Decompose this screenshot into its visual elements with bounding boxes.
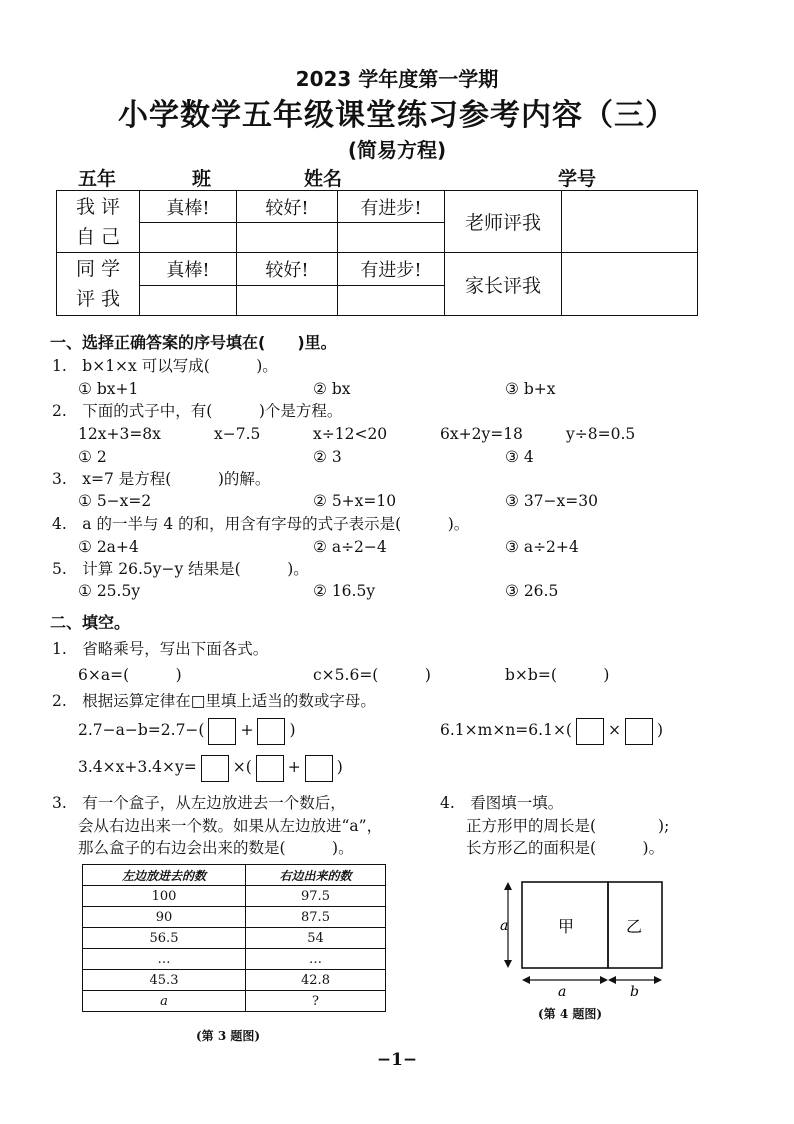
s1-q2-opt2[interactable]: ② 3 <box>313 448 342 466</box>
self-eval-label: 我 评 自 己 <box>57 191 140 253</box>
table-row <box>83 949 386 970</box>
cell-in: a <box>83 991 246 1012</box>
peer-great-cell[interactable] <box>140 286 237 316</box>
peer-opt-progress: 有进步! <box>338 253 445 286</box>
cell-out: ? <box>246 991 386 1012</box>
table-row <box>83 886 386 907</box>
s1-q2-expr5: y÷8=0.5 <box>566 425 636 443</box>
class-field <box>78 164 211 191</box>
plus-sign: + <box>287 758 301 776</box>
q3-header-right: 右边出来的数 <box>246 865 386 886</box>
s1-q3-opt2[interactable]: ② 5+x=10 <box>313 492 397 510</box>
s1-q1-opt3[interactable]: ③ b+x <box>505 380 556 398</box>
self-great-cell[interactable] <box>140 223 237 253</box>
s2-q3-line1: 3. 有一个盒子，从左边放进去一个数后， <box>52 794 346 812</box>
s1-q4-opt2[interactable]: ② a÷2−4 <box>313 538 387 556</box>
s1-q3-opt1[interactable]: ① 5−x=2 <box>78 492 152 510</box>
s2-q2-a-text: 2.7−a−b=2.7−( <box>78 721 205 739</box>
arrow-down <box>504 960 512 968</box>
table-row <box>83 991 386 1012</box>
s1-q1: 1. b×1×x 可以写成( )。 <box>52 357 278 375</box>
page-title: 小学数学五年级课堂练习参考内容（三） <box>118 98 676 133</box>
arrow-up <box>504 882 512 890</box>
s1-q1-opt2[interactable]: ② bx <box>313 380 351 398</box>
s1-q4: 4. a 的一半与 4 的和，用含有字母的式子表示是( )。 <box>52 515 470 533</box>
s1-q4-opt3[interactable]: ③ a÷2+4 <box>505 538 579 556</box>
s1-q2-opt1[interactable]: ① 2 <box>78 448 107 466</box>
section2-title: 二、填空。 <box>50 613 131 632</box>
answer-box[interactable] <box>208 718 236 745</box>
s2-q4-line3: 长方形乙的面积是( )。 <box>466 839 665 857</box>
s1-q2-opt3[interactable]: ③ 4 <box>505 448 534 466</box>
s1-q2-expr3: x÷12<20 <box>313 425 388 443</box>
page-subtitle: (简易方程) <box>347 138 447 162</box>
class-blank[interactable] <box>116 170 192 191</box>
q4-caption: (第 4 题图) <box>538 1007 603 1021</box>
peer-good-cell[interactable] <box>237 286 338 316</box>
answer-box[interactable] <box>305 755 333 782</box>
self-opt-great: 真棒! <box>140 191 237 223</box>
s2-q1-item3[interactable]: b×b=( ) <box>505 666 610 684</box>
arrow-right <box>654 976 662 984</box>
answer-box[interactable] <box>625 718 653 745</box>
times-paren: ×( <box>232 758 252 776</box>
table-row <box>83 907 386 928</box>
arrow-left <box>522 976 530 984</box>
cell-in: 100 <box>83 886 246 907</box>
s2-q2-expr-a <box>78 715 296 745</box>
s2-q3-line2: 会从右边出来一个数。如果从左边放进“a”， <box>78 817 383 835</box>
cell-in: 56.5 <box>83 928 246 949</box>
self-progress-cell[interactable] <box>338 223 445 253</box>
q3-header-left: 左边放进去的数 <box>83 865 246 886</box>
s2-q3-line3: 那么盒子的右边会出来的数是( )。 <box>78 839 354 857</box>
peer-opt-good: 较好! <box>237 253 338 286</box>
arrow-left <box>608 976 616 984</box>
label-a-bottom: a <box>558 984 567 1000</box>
q4-figure <box>496 874 672 1002</box>
peer-opt-great: 真棒! <box>140 253 237 286</box>
times-sign: × <box>607 721 621 739</box>
s2-q2-c-text: 3.4×x+3.4×y= <box>78 758 197 776</box>
cell-out: 87.5 <box>246 907 386 928</box>
id-label: 学号 <box>558 168 597 190</box>
answer-box[interactable] <box>201 755 229 782</box>
s1-q5-opt1[interactable]: ① 25.5y <box>78 582 141 600</box>
label-jia: 甲 <box>558 917 575 936</box>
table-row <box>83 928 386 949</box>
name-field <box>304 164 466 191</box>
cell-out: 42.8 <box>246 970 386 991</box>
id-field <box>558 164 662 191</box>
id-blank[interactable] <box>596 170 662 191</box>
table-row <box>83 970 386 991</box>
s1-q3-opt3[interactable]: ③ 37−x=30 <box>505 492 598 510</box>
section1-title: 一、选择正确答案的序号填在( )里。 <box>50 333 337 352</box>
parent-eval-cell[interactable] <box>562 253 698 316</box>
answer-box[interactable] <box>576 718 604 745</box>
cell-out: … <box>246 949 386 970</box>
s2-q2-b-text: 6.1×m×n=6.1×( <box>440 721 572 739</box>
name-blank[interactable] <box>342 170 466 191</box>
q3-table <box>82 864 386 1012</box>
s2-q1-item2[interactable]: c×5.6=( ) <box>313 666 431 684</box>
label-b-bottom: b <box>630 984 639 1000</box>
s1-q2-expr2: x−7.5 <box>214 425 261 443</box>
close-paren: ) <box>289 721 296 739</box>
close-paren: ) <box>336 758 343 776</box>
close-paren: ) <box>656 721 664 739</box>
s2-q1-item1[interactable]: 6×a=( ) <box>78 666 182 684</box>
s1-q5-opt2[interactable]: ② 16.5y <box>313 582 376 600</box>
peer-progress-cell[interactable] <box>338 286 445 316</box>
s1-q2-expr1: 12x+3=8x <box>78 425 161 443</box>
s1-q1-opt1[interactable]: ① bx+1 <box>78 380 139 398</box>
s1-q2-expr4: 6x+2y=18 <box>440 425 523 443</box>
q3-caption: (第 3 题图) <box>196 1029 261 1043</box>
answer-box[interactable] <box>256 755 284 782</box>
cell-out: 97.5 <box>246 886 386 907</box>
s2-q4-line2: 正方形甲的周长是( ); <box>466 817 670 835</box>
term-heading: 2023 学年度第一学期 <box>295 67 499 91</box>
cell-in: … <box>83 949 246 970</box>
teacher-eval-cell[interactable] <box>562 191 698 253</box>
class-suffix: 班 <box>192 168 212 190</box>
parent-eval-label: 家长评我 <box>445 253 562 316</box>
label-a-side: a <box>500 918 509 934</box>
s2-q2: 2. 根据运算定律在□里填上适当的数或字母。 <box>52 692 376 710</box>
s1-q5: 5. 计算 26.5y−y 结果是( )。 <box>52 560 309 578</box>
evaluation-table <box>56 190 698 316</box>
answer-box[interactable] <box>257 718 285 745</box>
self-opt-progress: 有进步! <box>338 191 445 223</box>
cell-in: 90 <box>83 907 246 928</box>
cell-out: 54 <box>246 928 386 949</box>
peer-eval-label: 同 学 评 我 <box>57 253 140 316</box>
arrow-right <box>600 976 608 984</box>
s1-q3: 3. x=7 是方程( )的解。 <box>52 470 271 488</box>
s1-q4-opt1[interactable]: ① 2a+4 <box>78 538 139 556</box>
cell-in: 45.3 <box>83 970 246 991</box>
self-opt-good: 较好! <box>237 191 338 223</box>
teacher-eval-label: 老师评我 <box>445 191 562 253</box>
label-yi: 乙 <box>626 917 643 936</box>
s2-q2-expr-c <box>78 752 343 782</box>
name-label: 姓名 <box>304 168 343 190</box>
s1-q5-opt3[interactable]: ③ 26.5 <box>505 582 559 600</box>
page-number: −1− <box>376 1050 418 1070</box>
plus-sign: + <box>240 721 254 739</box>
self-good-cell[interactable] <box>237 223 338 253</box>
s1-q2: 2. 下面的式子中，有( )个是方程。 <box>52 402 343 420</box>
class-label: 五年 <box>78 168 117 190</box>
s2-q1: 1. 省略乘号，写出下面各式。 <box>52 640 269 658</box>
s2-q4-line1: 4. 看图填一填。 <box>440 794 564 812</box>
s2-q2-expr-b <box>440 715 663 745</box>
